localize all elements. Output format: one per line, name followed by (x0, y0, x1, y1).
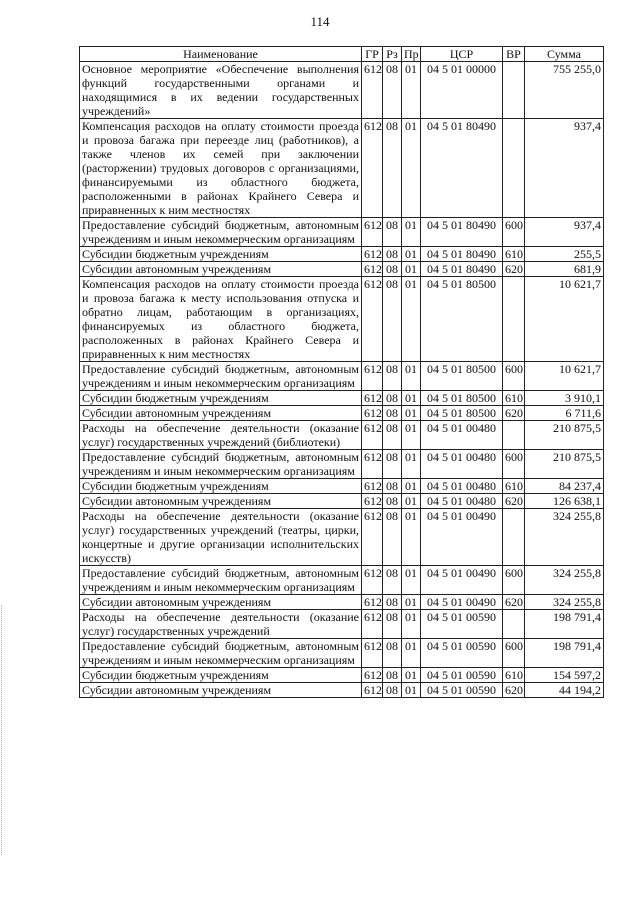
cell-gr: 612 (362, 595, 383, 610)
cell-sum: 210 875,5 (525, 450, 604, 479)
cell-name: Субсидии автономным учреждениям (80, 683, 362, 698)
cell-rz: 08 (383, 610, 402, 639)
cell-vr (503, 421, 525, 450)
cell-gr: 612 (362, 450, 383, 479)
cell-pr: 01 (402, 479, 421, 494)
cell-vr: 620 (503, 683, 525, 698)
scan-margin-dots (1, 605, 5, 855)
table-row (80, 509, 604, 566)
cell-vr: 620 (503, 595, 525, 610)
table-row (80, 391, 604, 406)
cell-sum: 324 255,8 (525, 566, 604, 595)
cell-csr: 04 5 01 00480 (421, 450, 503, 479)
cell-rz: 08 (383, 639, 402, 668)
cell-pr: 01 (402, 62, 421, 119)
cell-gr: 612 (362, 509, 383, 566)
cell-gr: 612 (362, 610, 383, 639)
cell-pr: 01 (402, 595, 421, 610)
cell-csr: 04 5 01 80490 (421, 262, 503, 277)
table-row (80, 610, 604, 639)
cell-csr: 04 5 01 00000 (421, 62, 503, 119)
cell-csr: 04 5 01 00590 (421, 668, 503, 683)
cell-pr: 01 (402, 262, 421, 277)
table-row (80, 479, 604, 494)
cell-name: Основное мероприятие «Обеспечение выполнения функций государственными органами и находящимися в их ведении государственных учреждений» (80, 62, 362, 119)
cell-vr (503, 119, 525, 218)
cell-sum: 198 791,4 (525, 610, 604, 639)
cell-vr: 600 (503, 639, 525, 668)
cell-sum: 3 910,1 (525, 391, 604, 406)
cell-sum: 154 597,2 (525, 668, 604, 683)
cell-gr: 612 (362, 668, 383, 683)
cell-pr: 01 (402, 639, 421, 668)
cell-vr: 610 (503, 668, 525, 683)
cell-rz: 08 (383, 479, 402, 494)
cell-csr: 04 5 01 00490 (421, 509, 503, 566)
cell-gr: 612 (362, 406, 383, 421)
cell-pr: 01 (402, 362, 421, 391)
cell-name: Расходы на обеспечение деятельности (оказание услуг) государственных учреждений (библиотеки) (80, 421, 362, 450)
cell-sum: 937,4 (525, 218, 604, 247)
cell-pr: 01 (402, 683, 421, 698)
cell-gr: 612 (362, 391, 383, 406)
cell-sum: 937,4 (525, 119, 604, 218)
cell-gr: 612 (362, 683, 383, 698)
cell-csr: 04 5 01 00590 (421, 610, 503, 639)
cell-pr: 01 (402, 277, 421, 362)
cell-sum: 755 255,0 (525, 62, 604, 119)
cell-rz: 08 (383, 62, 402, 119)
cell-csr: 04 5 01 00490 (421, 595, 503, 610)
table-row (80, 119, 604, 218)
cell-vr: 610 (503, 247, 525, 262)
cell-rz: 08 (383, 450, 402, 479)
cell-csr: 04 5 01 00480 (421, 479, 503, 494)
cell-pr: 01 (402, 391, 421, 406)
table-row (80, 421, 604, 450)
cell-gr: 612 (362, 62, 383, 119)
cell-rz: 08 (383, 421, 402, 450)
cell-name: Предоставление субсидий бюджетным, автономным учреждениям и иным некоммерческим организациям (80, 450, 362, 479)
cell-name: Субсидии бюджетным учреждениям (80, 668, 362, 683)
cell-sum: 6 711,6 (525, 406, 604, 421)
cell-vr: 610 (503, 391, 525, 406)
cell-name: Предоставление субсидий бюджетным, автономным учреждениям и иным некоммерческим организациям (80, 218, 362, 247)
header-vr: ВР (503, 47, 525, 62)
cell-sum: 44 194,2 (525, 683, 604, 698)
cell-vr (503, 610, 525, 639)
table-row (80, 450, 604, 479)
cell-sum: 255,5 (525, 247, 604, 262)
cell-rz: 08 (383, 683, 402, 698)
cell-pr: 01 (402, 218, 421, 247)
cell-name: Субсидии бюджетным учреждениям (80, 247, 362, 262)
cell-rz: 08 (383, 247, 402, 262)
cell-pr: 01 (402, 668, 421, 683)
table-row (80, 668, 604, 683)
cell-sum: 198 791,4 (525, 639, 604, 668)
table-row (80, 262, 604, 277)
cell-sum: 681,9 (525, 262, 604, 277)
cell-rz: 08 (383, 566, 402, 595)
table-row (80, 247, 604, 262)
cell-name: Расходы на обеспечение деятельности (оказание услуг) государственных учреждений (80, 610, 362, 639)
cell-sum: 10 621,7 (525, 277, 604, 362)
cell-csr: 04 5 01 00590 (421, 683, 503, 698)
cell-vr: 600 (503, 450, 525, 479)
budget-table (79, 46, 604, 698)
cell-sum: 126 638,1 (525, 494, 604, 509)
header-sum: Сумма (525, 47, 604, 62)
cell-csr: 04 5 01 80500 (421, 277, 503, 362)
table-row (80, 494, 604, 509)
cell-pr: 01 (402, 509, 421, 566)
cell-name: Компенсация расходов на оплату стоимости проезда и провоза багажа к месту использования отпуска и обратно лицам, работающим в организациях, финансируемых из областного бюджета, расположенных в районах Крайнего Севера и приравненных к ним местностях (80, 277, 362, 362)
cell-name: Предоставление субсидий бюджетным, автономным учреждениям и иным некоммерческим организациям (80, 639, 362, 668)
cell-gr: 612 (362, 479, 383, 494)
cell-gr: 612 (362, 218, 383, 247)
cell-vr (503, 509, 525, 566)
cell-rz: 08 (383, 494, 402, 509)
cell-csr: 04 5 01 80500 (421, 391, 503, 406)
cell-pr: 01 (402, 494, 421, 509)
cell-csr: 04 5 01 00590 (421, 639, 503, 668)
header-rz: Рз (383, 47, 402, 62)
table-row (80, 683, 604, 698)
cell-name: Расходы на обеспечение деятельности (оказание услуг) государственных учреждений (театры, цирки, концертные и другие организации исполнительских искусств) (80, 509, 362, 566)
cell-pr: 01 (402, 450, 421, 479)
cell-name: Субсидии автономным учреждениям (80, 494, 362, 509)
cell-pr: 01 (402, 610, 421, 639)
cell-vr: 620 (503, 494, 525, 509)
cell-csr: 04 5 01 00480 (421, 494, 503, 509)
table-body (80, 62, 604, 698)
cell-vr: 600 (503, 566, 525, 595)
table-row (80, 362, 604, 391)
cell-rz: 08 (383, 509, 402, 566)
table-row (80, 566, 604, 595)
cell-rz: 08 (383, 668, 402, 683)
cell-vr: 620 (503, 262, 525, 277)
cell-sum: 324 255,8 (525, 595, 604, 610)
table-row (80, 639, 604, 668)
cell-pr: 01 (402, 566, 421, 595)
cell-name: Субсидии автономным учреждениям (80, 595, 362, 610)
cell-vr: 620 (503, 406, 525, 421)
table-header-row (80, 47, 604, 62)
cell-gr: 612 (362, 119, 383, 218)
cell-vr: 610 (503, 479, 525, 494)
table-row (80, 595, 604, 610)
header-name: Наименование (80, 47, 362, 62)
header-pr: Пр (402, 47, 421, 62)
cell-rz: 08 (383, 406, 402, 421)
table-row (80, 62, 604, 119)
cell-rz: 08 (383, 277, 402, 362)
cell-csr: 04 5 01 00490 (421, 566, 503, 595)
cell-pr: 01 (402, 247, 421, 262)
cell-rz: 08 (383, 218, 402, 247)
page-number: 114 (310, 14, 330, 29)
cell-rz: 08 (383, 595, 402, 610)
cell-gr: 612 (362, 494, 383, 509)
table-row (80, 277, 604, 362)
cell-csr: 04 5 01 00480 (421, 421, 503, 450)
cell-gr: 612 (362, 362, 383, 391)
table-row (80, 406, 604, 421)
cell-pr: 01 (402, 421, 421, 450)
cell-gr: 612 (362, 277, 383, 362)
cell-name: Субсидии автономным учреждениям (80, 406, 362, 421)
header-csr: ЦСР (421, 47, 503, 62)
cell-rz: 08 (383, 119, 402, 218)
cell-vr (503, 62, 525, 119)
cell-name: Субсидии автономным учреждениям (80, 262, 362, 277)
cell-gr: 612 (362, 247, 383, 262)
cell-sum: 84 237,4 (525, 479, 604, 494)
cell-rz: 08 (383, 391, 402, 406)
cell-sum: 324 255,8 (525, 509, 604, 566)
cell-sum: 10 621,7 (525, 362, 604, 391)
table-row (80, 218, 604, 247)
cell-name: Субсидии бюджетным учреждениям (80, 391, 362, 406)
cell-sum: 210 875,5 (525, 421, 604, 450)
cell-csr: 04 5 01 80500 (421, 406, 503, 421)
cell-rz: 08 (383, 362, 402, 391)
cell-name: Предоставление субсидий бюджетным, автономным учреждениям и иным некоммерческим организациям (80, 566, 362, 595)
cell-pr: 01 (402, 406, 421, 421)
cell-csr: 04 5 01 80490 (421, 119, 503, 218)
cell-rz: 08 (383, 262, 402, 277)
cell-vr: 600 (503, 362, 525, 391)
cell-gr: 612 (362, 421, 383, 450)
cell-pr: 01 (402, 119, 421, 218)
cell-name: Компенсация расходов на оплату стоимости проезда и провоза багажа при переезде лиц (работников), а также членов их семей при заключении (расторжении) трудовых договоров с организациями, финансируемыми из областного бюджета, расположенными в районах Крайнего Севера и приравненных к ним местностях (80, 119, 362, 218)
cell-gr: 612 (362, 639, 383, 668)
cell-name: Субсидии бюджетным учреждениям (80, 479, 362, 494)
cell-csr: 04 5 01 80490 (421, 247, 503, 262)
cell-csr: 04 5 01 80490 (421, 218, 503, 247)
cell-vr: 600 (503, 218, 525, 247)
cell-vr (503, 277, 525, 362)
cell-csr: 04 5 01 80500 (421, 362, 503, 391)
cell-name: Предоставление субсидий бюджетным, автономным учреждениям и иным некоммерческим организациям (80, 362, 362, 391)
header-gr: ГР (362, 47, 383, 62)
cell-gr: 612 (362, 566, 383, 595)
cell-gr: 612 (362, 262, 383, 277)
